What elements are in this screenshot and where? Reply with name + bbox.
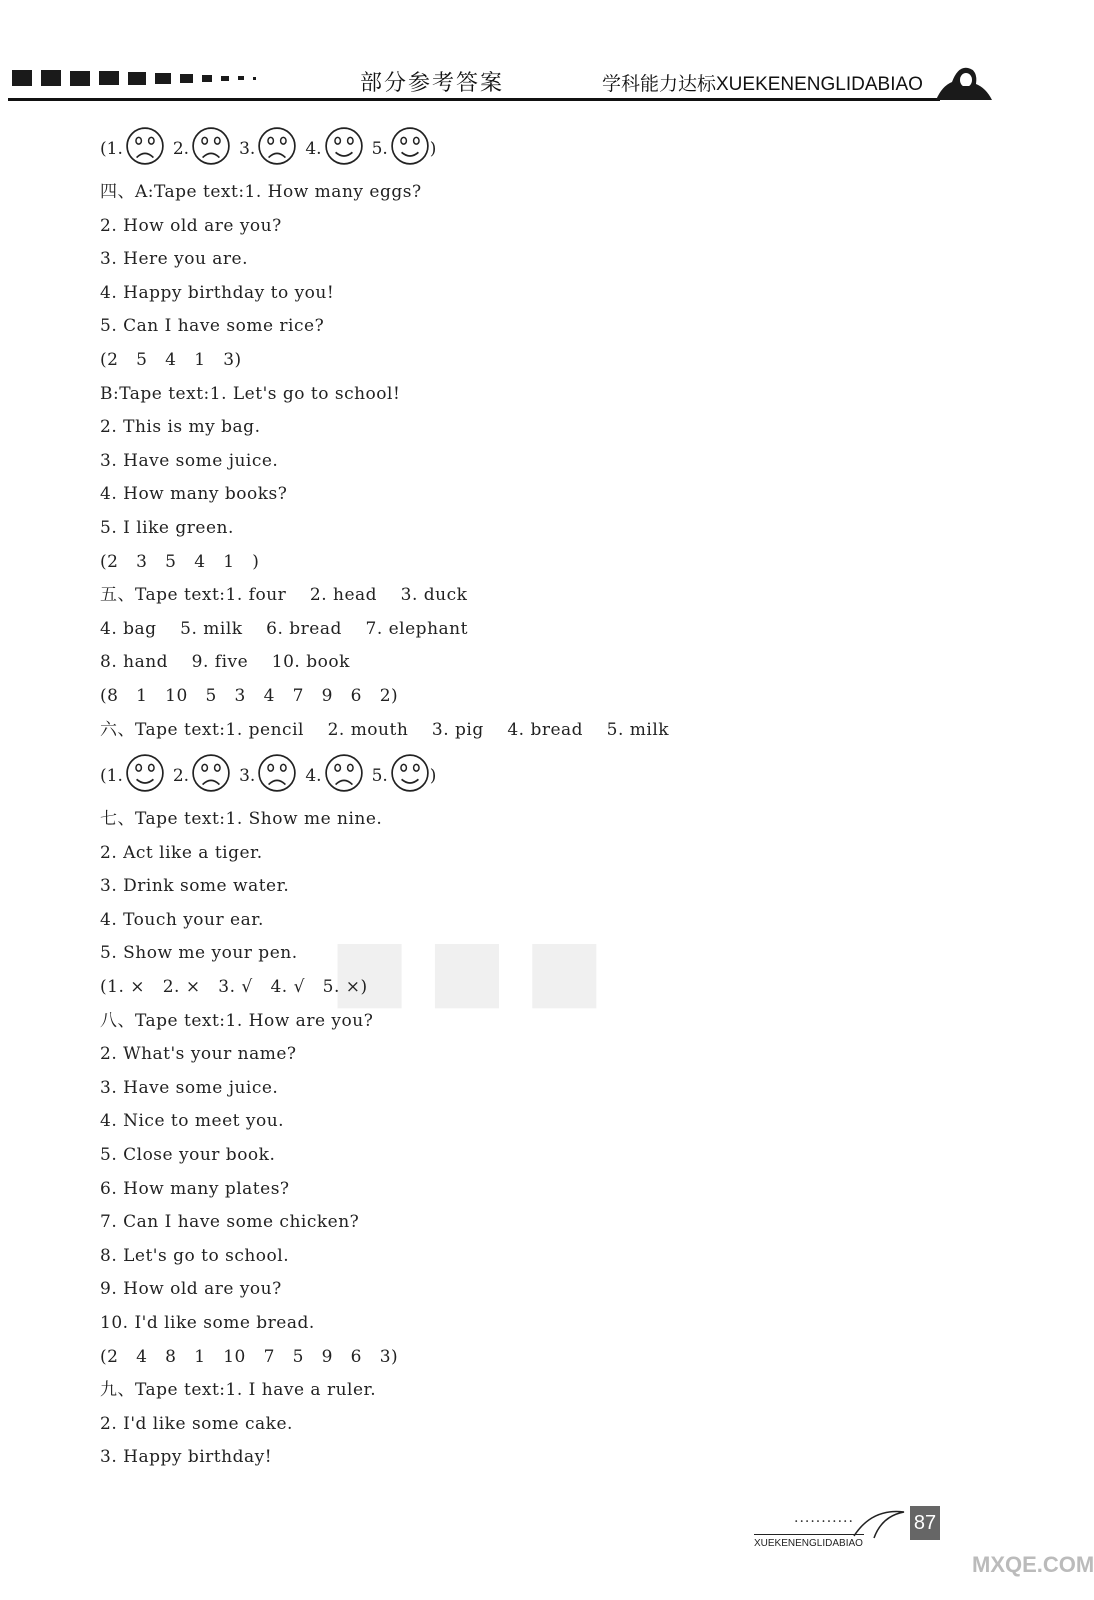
smiley-face-icon <box>388 126 430 171</box>
answer-line: 4. Happy birthday to you! <box>100 282 335 303</box>
footer-dots: ........... <box>794 1510 854 1526</box>
answer-line: 2. This is my bag. <box>100 417 261 438</box>
sad-face-icon <box>189 753 231 798</box>
face-answer-label: 3. <box>239 138 256 159</box>
face-answer-item <box>100 753 165 798</box>
answer-line: 5. Close your book. <box>100 1145 276 1165</box>
answer-line: 七、Tape text:1. Show me nine. <box>100 809 383 829</box>
answer-line: (2 3 5 4 1 ) <box>100 551 260 572</box>
answer-line: 6. How many plates? <box>100 1178 290 1199</box>
answer-line: 4. Touch your ear. <box>100 909 264 930</box>
answer-line: 2. Act like a tiger. <box>100 842 263 863</box>
answer-line: 5. Can I have some rice? <box>100 316 325 337</box>
face-answer-item <box>100 126 165 171</box>
face-answer-label: 2. <box>172 765 190 786</box>
face-answer-item <box>239 753 297 798</box>
face-answer-item <box>305 753 363 798</box>
answer-line: 四、A:Tape text:1. How many eggs? <box>100 182 422 202</box>
smiley-face-icon <box>322 126 364 171</box>
header-brand: 学科能力达标XUEKENENGLIDABIAO <box>602 74 923 95</box>
face-answer-label: 4. <box>305 765 322 786</box>
footer-brand: XUEKENENGLIDABIAO <box>754 1538 863 1549</box>
face-answer-item <box>173 753 231 798</box>
answer-line: 3. Have some juice. <box>100 1077 279 1098</box>
face-answer-label: 3. <box>239 765 256 786</box>
answer-line: 3. Happy birthday! <box>100 1447 273 1468</box>
page-header <box>0 58 1000 104</box>
answer-line: 8. Let's go to school. <box>100 1245 290 1266</box>
header-title: 部分参考答案 <box>360 71 505 96</box>
answer-line: 八、Tape text:1. How are you? <box>100 1010 374 1031</box>
answer-line: 8. hand 9. five 10. book <box>100 652 350 673</box>
answer-line: 六、Tape text:1. pencil 2. mouth 3. pig 4. bread 5. milk <box>100 719 670 740</box>
answer-line: 10. I'd like some bread. <box>100 1313 315 1333</box>
answer-line: 九、Tape text:1. I have a ruler. <box>100 1380 377 1401</box>
answer-line: 3. Drink some water. <box>100 876 290 897</box>
answer-line: 9. How old are you? <box>100 1279 282 1300</box>
answer-line: 五、Tape text:1. four 2. head 3. duck <box>100 585 468 606</box>
face-answer-label: 5. <box>371 138 388 159</box>
face-answer-item <box>372 753 437 798</box>
footer-divider <box>754 1534 864 1535</box>
smiley-face-icon <box>388 753 430 798</box>
page-footer <box>752 1496 1094 1586</box>
header-decoration <box>12 70 265 86</box>
answer-line: 5. I like green. <box>100 518 234 538</box>
face-answer-row <box>100 126 444 171</box>
page-number: 87 <box>910 1506 940 1540</box>
site-watermark: MXQE.COM <box>972 1552 1094 1577</box>
answer-line: 3. Here you are. <box>100 249 249 270</box>
face-answer-row <box>100 753 444 798</box>
answer-line: 2. I'd like some cake. <box>100 1413 293 1434</box>
smiley-face-icon <box>123 753 165 798</box>
answer-line: (8 1 10 5 3 4 7 9 6 2) <box>100 686 399 706</box>
sad-face-icon <box>255 126 297 171</box>
answer-line: 2. How old are you? <box>100 215 282 236</box>
face-answer-suffix: ) <box>429 765 437 786</box>
answer-line: (2 4 8 1 10 7 5 9 6 3) <box>100 1346 399 1367</box>
sad-face-icon <box>255 753 297 798</box>
face-answer-item <box>372 126 437 171</box>
answer-line: 5. Show me your pen. <box>100 943 298 964</box>
answer-line: 7. Can I have some chicken? <box>100 1212 360 1233</box>
answer-line: B:Tape text:1. Let's go to school! <box>100 383 401 404</box>
sad-face-icon <box>189 126 231 171</box>
answer-line: 4. How many books? <box>100 484 288 505</box>
header-divider <box>8 98 940 101</box>
face-answer-label: 4. <box>305 138 322 159</box>
face-answer-label: (1. <box>100 138 123 159</box>
face-answer-item <box>305 126 363 171</box>
background-watermark: ■■■ <box>330 920 623 1018</box>
answer-line: 2. What's your name? <box>100 1044 297 1065</box>
answer-line: 4. bag 5. milk 6. bread 7. elephant <box>100 618 468 639</box>
face-answer-label: 2. <box>172 138 190 159</box>
answer-line: 3. Have some juice. <box>100 450 279 471</box>
face-answer-label: (1. <box>100 765 123 786</box>
sad-face-icon <box>322 753 364 798</box>
answer-line: (1. × 2. × 3. √ 4. √ 5. ×) <box>100 977 368 997</box>
answer-line: (2 5 4 1 3) <box>100 350 242 370</box>
mascot-logo-icon <box>932 60 994 102</box>
face-answer-label: 5. <box>371 765 388 786</box>
face-answer-suffix: ) <box>429 138 437 159</box>
sad-face-icon <box>123 126 165 171</box>
swoosh-icon <box>852 1506 908 1542</box>
face-answer-item <box>173 126 231 171</box>
answer-line: 4. Nice to meet you. <box>100 1111 285 1132</box>
face-answer-item <box>239 126 297 171</box>
